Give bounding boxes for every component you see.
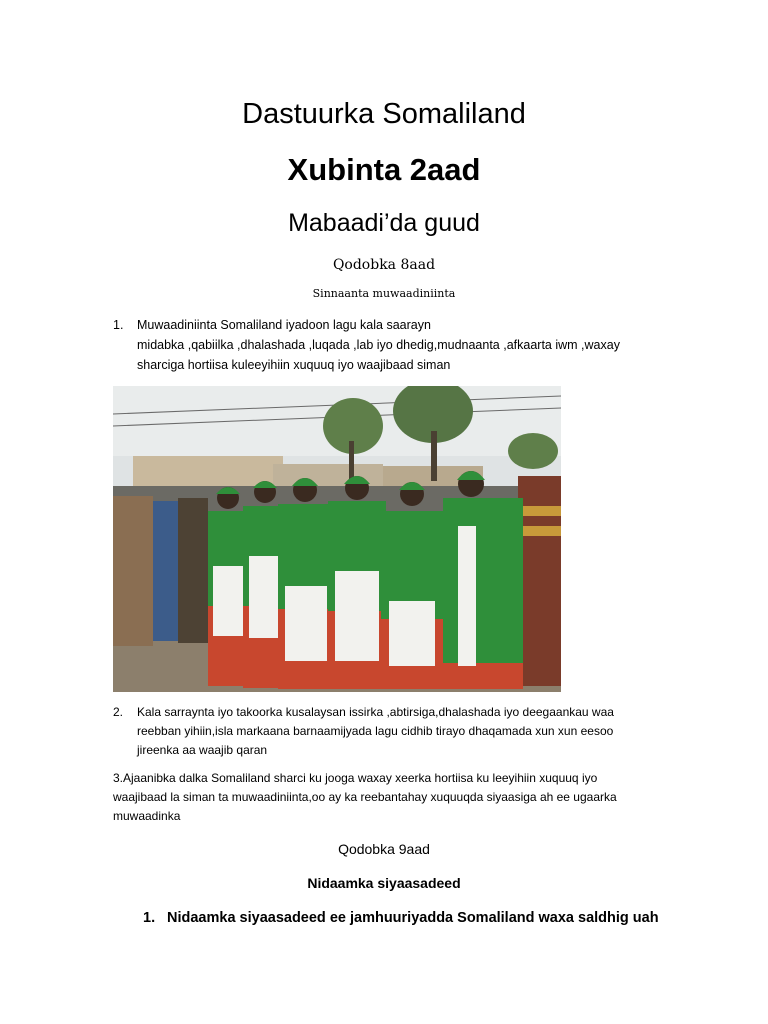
- article-8-heading: Qodobka 8aad: [332, 257, 436, 273]
- list-number: 1.: [113, 318, 124, 332]
- text-line: sharciga hortiisa kuleeyihiin xuquuq iyo waajibaad siman: [137, 358, 451, 372]
- text-line: waajibaad la siman ta muwaadiniinta,oo ay ka reebantahay xuquuqda siyaasiga ah ee ugaarka: [113, 790, 617, 804]
- text-line: muwaadinka: [113, 809, 181, 823]
- article-8-subheading: Sinnaanta muwaadiniinta: [312, 287, 456, 300]
- text-line: reebban yihiin,isla markaana barnaamijyada lagu cidhib tirayo dhaqamada xun xun eesoo: [137, 724, 614, 738]
- text-line: Muwaadiniinta Somaliland iyadoon lagu kala saarayn: [137, 318, 431, 332]
- text-line: Nidaamka siyaasadeed ee jamhuuriyadda Somaliland waxa saldhig uah: [167, 910, 659, 926]
- document-title: Dastuurka Somaliland: [242, 98, 526, 130]
- list-number: 2.: [113, 705, 124, 719]
- list-number: 1.: [143, 910, 156, 926]
- article-8-item-1: [113, 315, 683, 377]
- article-8-item-2: [113, 703, 673, 765]
- list-item-text: [137, 703, 614, 760]
- photo-women-in-flag-colors: [113, 386, 561, 692]
- article-8-item-3: [113, 769, 673, 826]
- chapter-heading: Xubinta 2aad: [287, 152, 481, 187]
- text-line: midabka ,qabiilka ,dhalashada ,luqada ,lab iyo dhedig,mudnaanta ,afkaarta iwm ,waxay: [137, 338, 620, 352]
- chapter-subtitle: Mabaadi’da guud: [288, 209, 480, 237]
- text-line: 3.Ajaanibka dalka Somaliland sharci ku jooga waxay xeerka hortiisa ku leeyihiin xuquuq iyo: [113, 771, 598, 785]
- list-item-text: [137, 315, 620, 375]
- text-line: Kala sarraynta iyo takoorka kusalaysan issirka ,abtirsiga,dhalashada iyo deegaankau waa: [137, 705, 614, 719]
- text-line: jireenka aa waajib qaran: [137, 743, 268, 757]
- article-9-subheading: Nidaamka siyaasadeed: [307, 875, 461, 891]
- article-9-item-1: [143, 907, 703, 931]
- article-9-heading: Qodobka 9aad: [338, 841, 430, 857]
- list-item-text: [167, 907, 659, 929]
